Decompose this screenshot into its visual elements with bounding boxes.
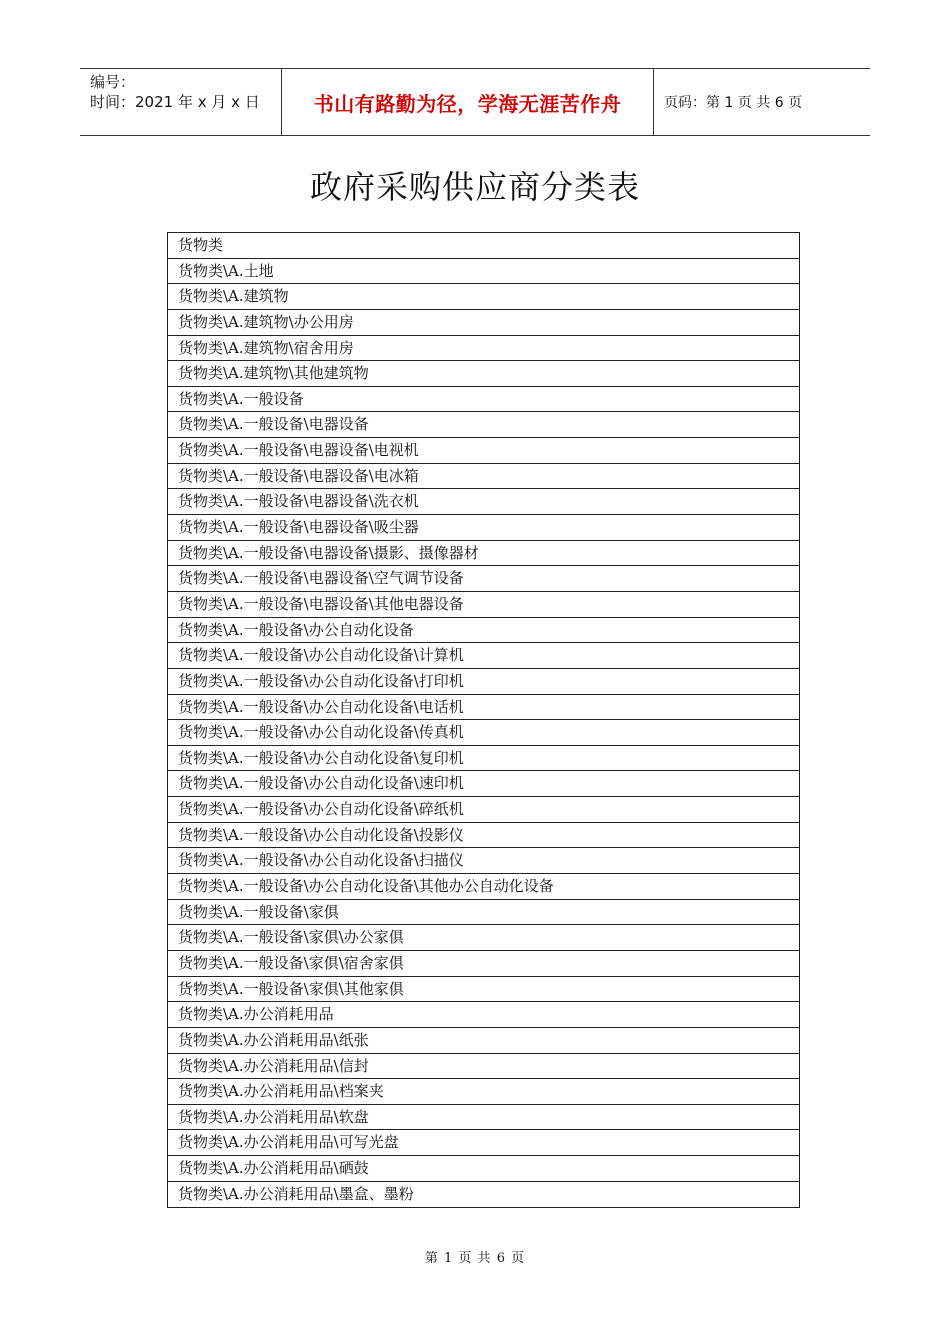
table-row: 货物类\A.一般设备\电器设备\电视机 bbox=[168, 438, 799, 464]
table-row: 货物类\A.一般设备\办公自动化设备\碎纸机 bbox=[168, 797, 799, 823]
table-row: 货物类\A.办公消耗用品 bbox=[168, 1002, 799, 1028]
header-page-info: 页码：第 1 页 共 6 页 bbox=[664, 95, 803, 111]
table-row: 货物类\A.一般设备\电器设备\其他电器设备 bbox=[168, 592, 799, 618]
document-header bbox=[80, 68, 870, 136]
category-table bbox=[167, 232, 800, 1208]
table-row: 货物类\A.土地 bbox=[168, 259, 799, 285]
table-row: 货物类\A.一般设备 bbox=[168, 387, 799, 413]
table-row: 货物类\A.一般设备\办公自动化设备\电话机 bbox=[168, 695, 799, 721]
table-row: 货物类\A.一般设备\电器设备\吸尘器 bbox=[168, 515, 799, 541]
page-footer: 第 1 页 共 6 页 bbox=[424, 1251, 526, 1266]
table-row: 货物类\A.一般设备\家俱\办公家俱 bbox=[168, 925, 799, 951]
table-row: 货物类\A.建筑物\其他建筑物 bbox=[168, 361, 799, 387]
table-row: 货物类\A.一般设备\电器设备\洗衣机 bbox=[168, 489, 799, 515]
table-row: 货物类\A.一般设备\电器设备\电冰箱 bbox=[168, 464, 799, 490]
table-row: 货物类\A.一般设备\办公自动化设备\其他办公自动化设备 bbox=[168, 874, 799, 900]
table-row: 货物类\A.一般设备\电器设备\摄影、摄像器材 bbox=[168, 541, 799, 567]
table-row: 货物类\A.办公消耗用品\硒鼓 bbox=[168, 1156, 799, 1182]
table-row: 货物类\A.办公消耗用品\档案夹 bbox=[168, 1079, 799, 1105]
table-row: 货物类\A.建筑物\办公用房 bbox=[168, 310, 799, 336]
table-row: 货物类\A.办公消耗用品\纸张 bbox=[168, 1028, 799, 1054]
table-row: 货物类\A.一般设备\办公自动化设备\复印机 bbox=[168, 746, 799, 772]
table-row: 货物类\A.一般设备\电器设备 bbox=[168, 412, 799, 438]
page-title: 政府采购供应商分类表 bbox=[309, 168, 640, 206]
header-meta bbox=[80, 69, 282, 135]
table-row: 货物类\A.办公消耗用品\信封 bbox=[168, 1054, 799, 1080]
table-row: 货物类\A.建筑物 bbox=[168, 284, 799, 310]
header-motto: 书山有路勤为径，学海无涯苦作舟 bbox=[313, 91, 622, 116]
table-row: 货物类\A.一般设备\办公自动化设备\投影仪 bbox=[168, 823, 799, 849]
header-number-label: 编号： bbox=[90, 73, 136, 91]
table-row: 货物类\A.一般设备\办公自动化设备\扫描仪 bbox=[168, 848, 799, 874]
table-row: 货物类 bbox=[168, 233, 799, 259]
table-row: 货物类\A.办公消耗用品\软盘 bbox=[168, 1105, 799, 1131]
header-date-label: 时间：2021 年 x 月 x 日 bbox=[90, 93, 260, 111]
table-row: 货物类\A.办公消耗用品\墨盒、墨粉 bbox=[178, 1184, 414, 1203]
table-row: 货物类\A.一般设备\办公自动化设备\速印机 bbox=[168, 771, 799, 797]
table-row: 货物类\A.一般设备\家俱 bbox=[168, 900, 799, 926]
table-row: 货物类\A.一般设备\办公自动化设备\传真机 bbox=[168, 720, 799, 746]
header-motto-cell bbox=[282, 69, 654, 135]
table-row: 货物类\A.一般设备\家俱\宿舍家俱 bbox=[168, 951, 799, 977]
table-row: 货物类\A.建筑物\宿舍用房 bbox=[168, 336, 799, 362]
table-row: 货物类\A.一般设备\办公自动化设备\计算机 bbox=[168, 643, 799, 669]
table-row: 货物类\A.一般设备\办公自动化设备 bbox=[168, 618, 799, 644]
table-row: 货物类\A.一般设备\办公自动化设备\打印机 bbox=[168, 669, 799, 695]
table-row: 货物类\A.一般设备\家俱\其他家俱 bbox=[168, 977, 799, 1003]
table-row: 货物类\A.办公消耗用品\可写光盘 bbox=[168, 1130, 799, 1156]
table-row: 货物类\A.一般设备\电器设备\空气调节设备 bbox=[168, 566, 799, 592]
